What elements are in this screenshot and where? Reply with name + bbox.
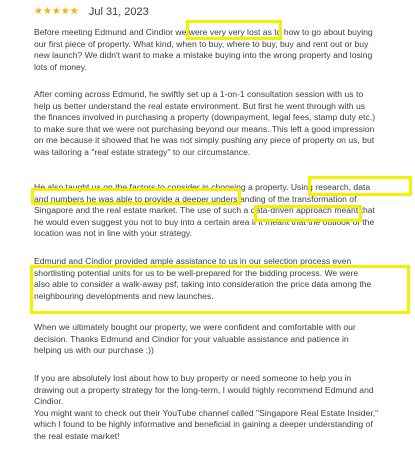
review-header bbox=[34, 3, 410, 21]
review-card bbox=[34, 0, 410, 441]
review-paragraph-3: He also taught us on the factors to consider in choosing a property. Using research, data and numbers he was able to provide a deeper understanding of the transformation of Singapore and the real estate market. The use of such a data-driven approach meant that he would even suggest you not to buy into a certain area if it meant that the outlook of the location was not in line with your strategy. bbox=[34, 182, 375, 239]
review-paragraph-2: After coming across Edmund, he swiftly set up a 1-on-1 consultation session with us to help us better understand the real estate environment. But first he went through with us the finances involved in purchasing a property (downpayment, legal fees, stamp duty etc.) to make sure that we were not purchasing beyond our means. This left a good impression on me because it showed that he was not simply pushing any piece of property on us, but was tailoring a "real estate strategy" to our circumstance. bbox=[34, 89, 376, 157]
review-paragraph-6: If you are absolutely lost about how to buy property or need someone to help you in drawing out a property strategy for the long-term, I would highly recommend Edmund and Cindior. You might want to check out their YouTube channel called "Singapore Real Estate Insider," which I found to be highly informative and beneficial in gaining a deeper understanding of the real estate market! bbox=[34, 373, 379, 441]
review-paragraph-4: Edmund and Cindior provided ample assistance to us in our selection process even shortlisting potential units for us to be well-prepared for the bidding process. We were also able to consider a walk-away psf, taking into consideration the price data among the neighbouring developments and new launches. bbox=[34, 256, 372, 301]
star-rating: ★★★★★ bbox=[34, 6, 79, 17]
review-paragraph-1: Before meeting Edmund and Cindior we were very very lost as to how to go about buying our first piece of property. What kind, when to buy, where to buy, buy and rent out or buy new launch? We didn't want to make a mistake buying into the wrong property and losing lots of money. bbox=[34, 27, 373, 72]
review-paragraph-5: When we ultimately bought our property, we were confident and comfortable with our decision. Thanks Edmund and Cindior for your valuable assistance and patience in helping us with our purchase :)) bbox=[34, 322, 356, 356]
review-date: Jul 31, 2023 bbox=[88, 6, 149, 18]
